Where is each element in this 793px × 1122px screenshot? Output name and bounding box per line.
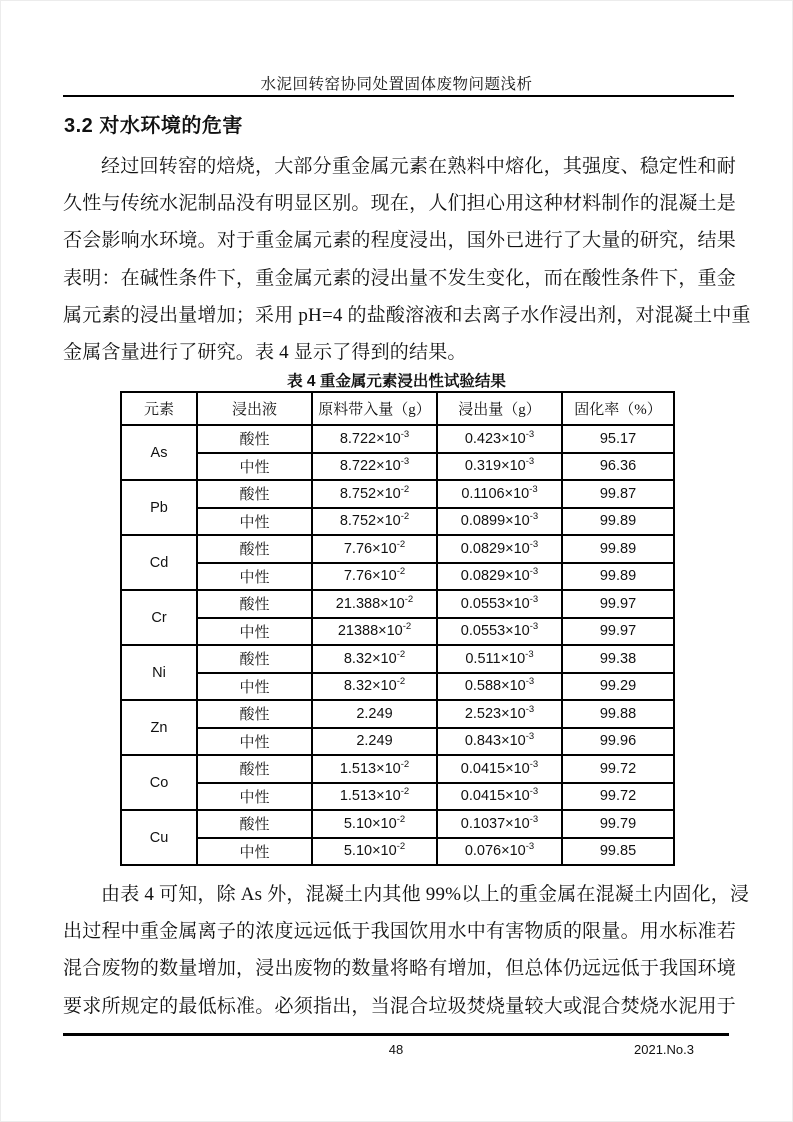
table-row	[121, 480, 674, 508]
input-amount-cell: $8.752\times 10^{-2}$	[312, 480, 437, 508]
table-caption: 表 4 重金属元素浸出性试验结果	[287, 373, 506, 390]
solidification-rate-cell: 99.72	[562, 783, 674, 811]
leach-amount-cell: $0.0415\times 10^{-3}$	[437, 783, 562, 811]
column-header: 原料带入量（g）	[312, 392, 437, 425]
solidification-rate-cell: 99.79	[562, 810, 674, 838]
column-header: 浸出液	[197, 392, 312, 425]
element-cell: Pb	[121, 480, 197, 535]
leach-amount-cell: $0.0553\times 10^{-3}$	[437, 590, 562, 618]
solidification-rate-cell: 99.97	[562, 618, 674, 646]
solidification-rate-cell: 95.17	[562, 425, 674, 453]
solidification-rate-cell: 99.38	[562, 645, 674, 673]
element-cell: Ni	[121, 645, 197, 700]
paragraph-line: 经过回转窑的焙烧，大部分重金属元素在熟料中熔化，其强度、稳定性和耐	[101, 156, 736, 177]
table-row	[121, 700, 674, 728]
table-row	[121, 838, 674, 866]
input-amount-cell: $5.10\times 10^{-2}$	[312, 838, 437, 866]
paragraph-line: 久性与传统水泥制品没有明显区别。现在，人们担心用这种材料制作的混凝土是	[63, 193, 736, 215]
solution-cell: 中性	[197, 673, 312, 701]
table-row	[121, 535, 674, 563]
leach-amount-cell: $0.511\times 10^{-3}$	[437, 645, 562, 673]
solidification-rate-cell: 99.29	[562, 673, 674, 701]
element-cell: Cu	[121, 810, 197, 865]
table-row	[121, 563, 674, 591]
paragraph-line: 要求所规定的最低标准。必须指出，当混合垃圾焚烧量较大或混合焚烧水泥用于	[63, 995, 736, 1017]
solution-cell: 酸性	[197, 755, 312, 783]
input-amount-cell: $7.76\times 10^{-2}$	[312, 535, 437, 563]
paragraph-intro	[63, 148, 751, 371]
leach-amount-cell: $0.0553\times 10^{-3}$	[437, 618, 562, 646]
solidification-rate-cell: 99.87	[562, 480, 674, 508]
table-row	[121, 783, 674, 811]
solidification-rate-cell: 96.36	[562, 453, 674, 481]
element-cell: Cd	[121, 535, 197, 590]
table-header-row	[121, 392, 674, 425]
paragraph-line: 表明：在碱性条件下，重金属元素的浸出量不发生变化，而在酸性条件下，重金	[63, 267, 736, 289]
solidification-rate-cell: 99.89	[562, 563, 674, 591]
leach-amount-cell: $0.0899\times 10^{-3}$	[437, 508, 562, 536]
input-amount-cell: $21.388\times 10^{-2}$	[312, 590, 437, 618]
solution-cell: 中性	[197, 838, 312, 866]
input-amount-cell: $8.752\times 10^{-2}$	[312, 508, 437, 536]
header-divider	[63, 95, 734, 97]
solution-cell: 酸性	[197, 810, 312, 838]
input-amount-cell: $1.513\times 10^{-2}$	[312, 783, 437, 811]
input-amount-cell: $1.513\times 10^{-2}$	[312, 755, 437, 783]
table-row	[121, 453, 674, 481]
page-number: 48	[388, 1042, 404, 1057]
issue-label: 2021.No.3	[634, 1042, 694, 1057]
solidification-rate-cell: 99.85	[562, 838, 674, 866]
element-cell: Cr	[121, 590, 197, 645]
paragraph-line: 否会影响水环境。对于重金属元素的程度浸出，国外已进行了大量的研究，结果	[63, 230, 736, 252]
input-amount-cell: $8.722\times 10^{-3}$	[312, 425, 437, 453]
input-amount-cell: $8.32\times 10^{-2}$	[312, 673, 437, 701]
input-amount-cell: $5.10\times 10^{-2}$	[312, 810, 437, 838]
leach-amount-cell: $0.843\times 10^{-3}$	[437, 728, 562, 756]
table-row	[121, 618, 674, 646]
leach-amount-cell: $0.076\times 10^{-3}$	[437, 838, 562, 866]
leach-amount-cell: $0.0829\times 10^{-3}$	[437, 535, 562, 563]
column-header: 浸出量（g）	[437, 392, 562, 425]
solidification-rate-cell: 99.96	[562, 728, 674, 756]
leach-amount-cell: $0.0415\times 10^{-3}$	[437, 755, 562, 783]
paragraph-conclusion	[63, 876, 750, 1025]
section-heading: 3.2 对水环境的危害	[64, 115, 243, 137]
element-cell: Zn	[121, 700, 197, 755]
solution-cell: 中性	[197, 728, 312, 756]
table-row	[121, 810, 674, 838]
leach-amount-cell: $2.523\times 10^{-3}$	[437, 700, 562, 728]
paragraph-line: 由表 4 可知，除 As 外，混凝土内其他 99%以上的重金属在混凝土内固化，浸	[101, 884, 750, 905]
paragraph-line: 金属含量进行了研究。表 4 显示了得到的结果。	[63, 341, 467, 363]
solidification-rate-cell: 99.72	[562, 755, 674, 783]
leach-amount-cell: $0.0829\times 10^{-3}$	[437, 563, 562, 591]
column-header: 固化率（%）	[562, 392, 674, 425]
solution-cell: 中性	[197, 453, 312, 481]
input-amount-cell: 2.249	[312, 700, 437, 728]
column-header: 元素	[121, 392, 197, 425]
input-amount-cell: 2.249	[312, 728, 437, 756]
solution-cell: 酸性	[197, 425, 312, 453]
leach-amount-cell: $0.423\times 10^{-3}$	[437, 425, 562, 453]
solidification-rate-cell: 99.89	[562, 508, 674, 536]
table-row	[121, 508, 674, 536]
leach-amount-cell: $0.1106\times 10^{-3}$	[437, 480, 562, 508]
solution-cell: 酸性	[197, 590, 312, 618]
table-row	[121, 755, 674, 783]
footer-divider	[63, 1033, 729, 1036]
paragraph-line: 出过程中重金属离子的浓度远远低于我国饮用水中有害物质的限量。用水标准若	[63, 921, 736, 943]
solution-cell: 中性	[197, 508, 312, 536]
leach-amount-cell: $0.319\times 10^{-3}$	[437, 453, 562, 481]
solution-cell: 中性	[197, 783, 312, 811]
table-row	[121, 673, 674, 701]
input-amount-cell: $8.722\times 10^{-3}$	[312, 453, 437, 481]
input-amount-cell: $21388\times 10^{-2}$	[312, 618, 437, 646]
solution-cell: 酸性	[197, 535, 312, 563]
solution-cell: 中性	[197, 563, 312, 591]
paragraph-line: 属元素的浸出量增加；采用 pH=4 的盐酸溶液和去离子水作浸出剂，对混凝土中重	[63, 304, 751, 326]
solidification-rate-cell: 99.89	[562, 535, 674, 563]
running-header-title: 水泥回转窑协同处置固体废物问题浅析	[260, 76, 533, 93]
paragraph-line: 混合废物的数量增加，浸出废物的数量将略有增加，但总体仍远远低于我国环境	[63, 958, 736, 980]
table-row	[121, 590, 674, 618]
solidification-rate-cell: 99.88	[562, 700, 674, 728]
heavy-metal-leaching-table	[120, 391, 675, 866]
leach-amount-cell: $0.588\times 10^{-3}$	[437, 673, 562, 701]
solution-cell: 酸性	[197, 645, 312, 673]
leach-amount-cell: $0.1037\times 10^{-3}$	[437, 810, 562, 838]
solution-cell: 中性	[197, 618, 312, 646]
solution-cell: 酸性	[197, 700, 312, 728]
solidification-rate-cell: 99.97	[562, 590, 674, 618]
table-row	[121, 645, 674, 673]
element-cell: Co	[121, 755, 197, 810]
input-amount-cell: $8.32\times 10^{-2}$	[312, 645, 437, 673]
element-cell: As	[121, 425, 197, 480]
solution-cell: 酸性	[197, 480, 312, 508]
input-amount-cell: $7.76\times 10^{-2}$	[312, 563, 437, 591]
table-row	[121, 425, 674, 453]
table-row	[121, 728, 674, 756]
